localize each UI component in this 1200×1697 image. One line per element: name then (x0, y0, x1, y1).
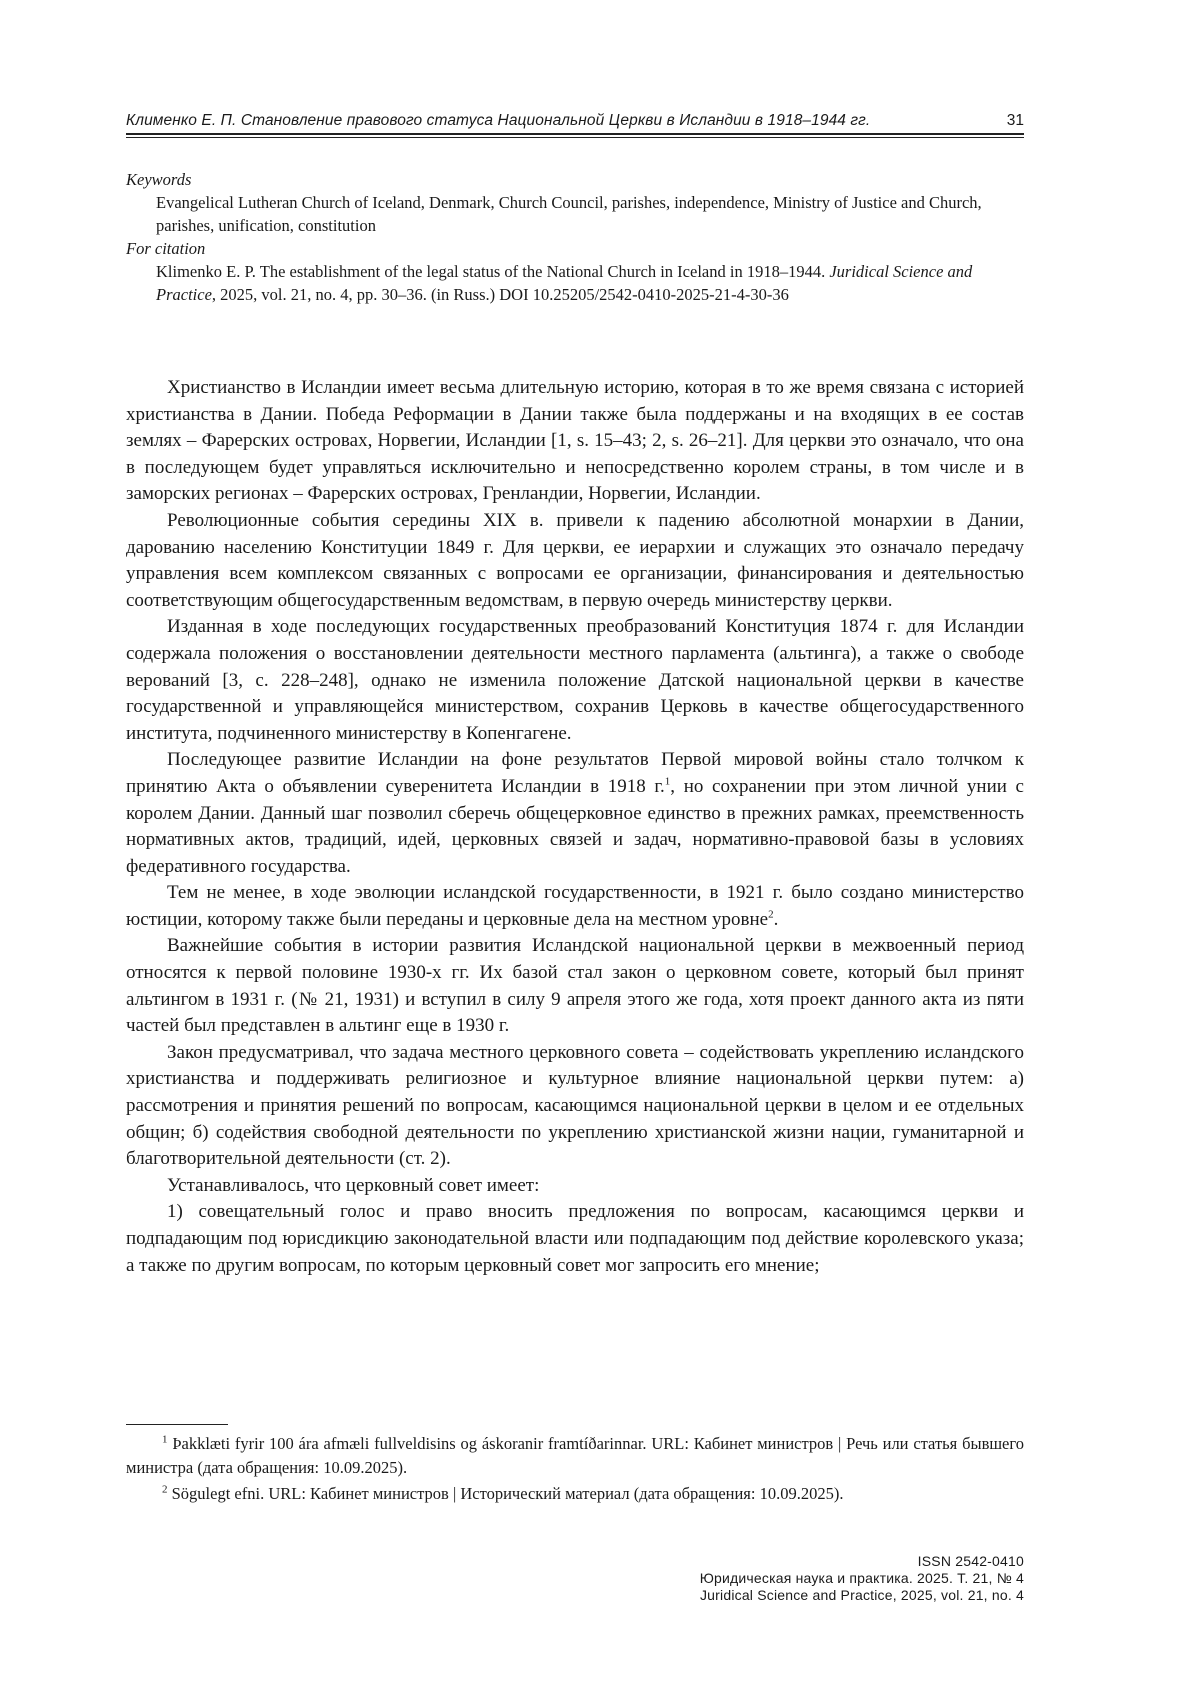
imprint-issn: ISSN 2542-0410 (917, 1553, 1024, 1569)
body-paragraph-5-a: Тем не менее, в ходе эволюции исландской государственности, в 1921 г. было создано министерство юстиции, которому также были переданы и церковные дела на местном уровне (126, 882, 1024, 930)
keywords-text: Evangelical Lutheran Church of Iceland, Denmark, Church Council, parishes, independence, Ministry of Justice and Church, parishes, unification, constitution (156, 193, 982, 235)
footnotes (126, 1432, 1024, 1509)
running-head (126, 112, 1024, 130)
footnote-ref-1[interactable]: 1 (664, 775, 671, 788)
body-paragraph-4-a: Последующее развитие Исландии на фоне результатов Первой мировой войны стало толчком к принятию Акта о объявлении суверенитета Исландии в 1918 г. (126, 749, 1024, 797)
body-paragraph-2: Революционные события середины XIX в. привели к падению абсолютной монархии в Дании, дарованию населению Конституции 1849 г. Для церкви, ее иерархии и служащих это означало передачу управления всем комплексом связанных с вопросами ее организации, финансирования и деятельностью соответствующим общегосударственным ведомствам, в первую очередь министерству церкви. (126, 509, 1024, 611)
citation-text-before: Klimenko E. P. The establishment of the legal status of the National Church in Iceland in 1918–1944. (156, 262, 830, 281)
body-paragraph-4-b: , но сохранении при этом личной унии с королем Дании. Данный шаг позволил сберечь общецерковное единство в прежних рамках, преемственность нормативных актов, традиций, идей, церковных связей и задач, нормативно-правовой базы в условиях федеративного государства. (126, 775, 1024, 877)
header-rule-thick (126, 133, 1024, 135)
article-body (126, 375, 1024, 1279)
journal-imprint (700, 1553, 1024, 1604)
article-meta (126, 168, 1024, 306)
body-paragraph-6: Важнейшие события в истории развития Исландской национальной церкви в межвоенный период относятся к первой половине 1930-х гг. Их базой стал закон о церковном совете, который был принят альтингом в 1931 г. (№ 21, 1931) и вступил в силу 9 апреля этого же года, хотя проект данного акта из пяти частей был представлен в альтинг еще в 1930 г. (126, 935, 1024, 1037)
body-paragraph-4 (126, 747, 1024, 880)
footnote-rule (126, 1424, 228, 1425)
keywords-label: Keywords (126, 170, 192, 189)
citation-text-after: , 2025, vol. 21, no. 4, pp. 30–36. (in Russ.) DOI 10.25205/2542-0410-2025-21-4-30-36 (211, 285, 789, 304)
body-paragraph-5 (126, 880, 1024, 933)
footnote-text-1: Þakklæti fyrir 100 ára afmæli fullveldisins og áskoranir framtíðarinnar. URL: Кабинет министров | Речь или статья бывшего министра (дата обращения: 10.09.2025). (126, 1434, 1024, 1477)
imprint-ru: Юридическая наука и практика. 2025. Т. 21, № 4 (699, 1570, 1024, 1586)
header-rule-thin (126, 137, 1024, 138)
body-paragraph-7: Закон предусматривал, что задача местного церковного совета – содействовать укреплению исландского христианства и поддерживать религиозное и культурное влияние национальной церкви путем: а) рассмотрения и принятия решений по вопросам, касающимся национальной церкви в целом и ее отдельных общин; б) содействия свободной деятельности по укреплению христианской жизни нации, гуманитарной и благотворительной деятельности (ст. 2). (126, 1041, 1024, 1170)
footnote-text-2: Sögulegt efni. URL: Кабинет министров | Исторический материал (дата обращения: 10.09.2025). (171, 1484, 844, 1503)
body-paragraph-1: Христианство в Исландии имеет весьма длительную историю, которая в то же время связана с историей христианства в Дании. Победа Реформации в Дании также была поддержаны и на входящих в ее состав землях – Фарерских островах, Норвегии, Исландии [1, s. 15–43; 2, s. 26–21]. Для церкви это означало, что она в последующем будет управляться исключительно и непосредственно королем страны, в том числе и в заморских регионах – Фарерских островах, Гренландии, Норвегии, Исландии. (126, 377, 1024, 505)
body-paragraph-9: 1) совещательный голос и право вносить предложения по вопросам, касающимся церкви и подпадающим под юрисдикцию законодательной власти или подпадающим под действие королевского указа; а также по другим вопросам, по которым церковный совет мог запросить его мнение; (126, 1201, 1024, 1276)
citation-text (126, 260, 1024, 306)
citation-label: For citation (126, 239, 206, 258)
footnote-1 (126, 1432, 1024, 1479)
citation-journal: Juridical Science and Practice (156, 262, 973, 304)
footnote-2 (126, 1482, 1024, 1506)
body-paragraph-5-b: . (773, 908, 779, 930)
footnote-ref-2[interactable]: 2 (768, 908, 774, 921)
page-number: 31 (1006, 112, 1024, 129)
body-paragraph-8: Устанавливалось, что церковный совет имеет: (167, 1174, 540, 1196)
running-head-title: Клименко Е. П. Становление правового статуса Национальной Церкви в Исландии в 1918–1944 гг. (126, 112, 871, 129)
imprint-en: Juridical Science and Practice, 2025, vol. 21, no. 4 (699, 1587, 1024, 1603)
body-paragraph-3: Изданная в ходе последующих государственных преобразований Конституция 1874 г. для Исландии содержала положения о восстановлении деятельности местного парламента (альтинга), а также о свободе верований [3, с. 228–248], однако не изменила положение Датской национальной церкви в качестве государственной и управляющейся министерством, сохранив Церковь в качестве общегосударственного института, подчиненного министерству в Копенгагене. (126, 616, 1024, 744)
footnote-mark-1: 1 (162, 1433, 168, 1446)
footnote-mark-2: 2 (162, 1483, 168, 1496)
